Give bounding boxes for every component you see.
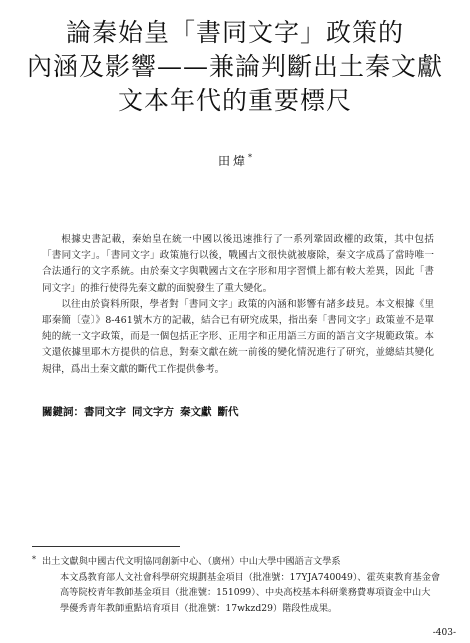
footnote-line-4: 學優秀青年教師重點培育項目（批准號：17wkzd29）階段性成果。 bbox=[60, 602, 338, 614]
author-footnote-mark[interactable]: * bbox=[248, 153, 252, 162]
keywords bbox=[42, 404, 434, 419]
paper-title bbox=[0, 16, 470, 118]
keyword-item: 同文字方 bbox=[132, 406, 174, 418]
footnote-line-1: 出土文獻與中國古代文明協同創新中心、（廣州）中山大學中國語言文學系 bbox=[42, 556, 341, 567]
footnote-divider bbox=[32, 546, 180, 547]
title-line-3: 文本年代的重要標尺 bbox=[117, 86, 352, 115]
footnote-mark: * bbox=[32, 555, 36, 564]
author-name: 田煒 bbox=[217, 154, 248, 168]
keyword-item: 書同文字 bbox=[84, 406, 126, 418]
title-line-2: 內涵及影響——兼論判斷出土秦文獻 bbox=[26, 52, 443, 81]
page-number: -403- bbox=[432, 628, 456, 638]
abstract bbox=[42, 232, 434, 378]
footnote bbox=[32, 554, 444, 616]
keyword-item: 秦文獻 bbox=[180, 406, 212, 418]
footnote-line-2: 本文爲教育部人文社會科學研究規劃基金項目（批准號：17YJA740049）、霍英東教育基金會 bbox=[60, 571, 441, 583]
abstract-paragraph-1: 根據史書記載，秦始皇在統一中國以後迅速推行了一系列鞏固政權的政策，其中包括「書同文字」。「書同文字」政策施行以後，戰國古文很快就被廢除，秦文字成爲了當時唯一合法通行的文字系統。由於秦文字與戰國古文在字形和用字習慣上都有較大差異，因此「書同文字」的推行使得先秦文獻的面貌發生了重大變化。 bbox=[42, 234, 434, 294]
title-line-1: 論秦始皇「書同文字」政策的 bbox=[65, 18, 404, 47]
author bbox=[0, 152, 470, 169]
keyword-item: 斷代 bbox=[217, 406, 239, 418]
keywords-label: 關鍵詞： bbox=[42, 406, 84, 418]
abstract-paragraph-2: 以往由於資料所限，學者對「書同文字」政策的內涵和影響有諸多歧見。本文根據《里耶秦簡〔壹〕》8-461號木方的記載，結合已有研究成果，指出秦「書同文字」政策並不是單純的統一文字政策，而是一個包括正字形、正用字和正用語三方面的語言文字規範政策。本文還依據里耶木方提供的信息，對秦文獻在統一前後的變化情況進行了研究，並總結其變化規律，爲出土秦文獻的斷代工作提供參考。 bbox=[42, 298, 434, 375]
footnote-line-3: 高等院校青年教師基金項目（批准號：151099）、中央高校基本科研業務費專項資金中山大 bbox=[60, 587, 431, 598]
